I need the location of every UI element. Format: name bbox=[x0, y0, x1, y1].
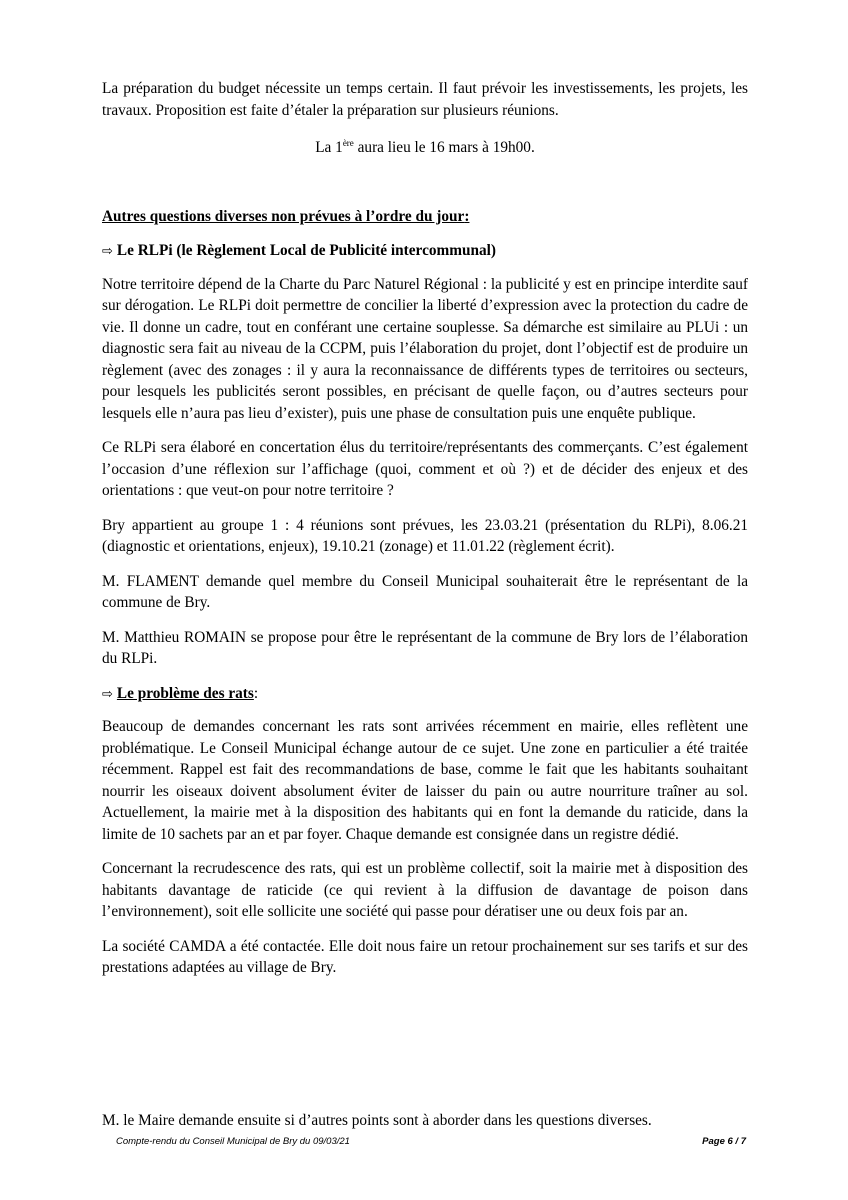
rlpi-paragraph-1: Notre territoire dépend de la Charte du Parc Naturel Régional : la publicité y est en principe interdite sauf sur dérogation. Le RLPi doit permettre de concilier la liberté d’expression avec la protection du cadre de vie. Il donne un cadre, tout en conférant une certaine souplesse. Sa démarche est similaire au PLUi : un diagnostic sera fait au niveau de la CCPM, puis l’élaboration du projet, dont l’objectif est de produire un règlement (avec des zonages : il y aura la reconnaissance de différents types de territoires ou secteurs, pour lesquels les publicités seront possibles, en précisant de quelle façon, ou d’autres secteurs pour lesquels elle n’aura pas lieu d’exister), puis une phase de consultation puis une enquête publique. bbox=[102, 275, 748, 422]
rlpi-paragraph-5: M. Matthieu ROMAIN se propose pour être le représentant de la commune de Bry lors de l’élaboration du RLPi. bbox=[102, 628, 748, 667]
rlpi-title: Le RLPi (le Règlement Local de Publicité intercommunal) bbox=[116, 242, 497, 259]
rats-paragraph-2: Concernant la recrudescence des rats, qui est un problème collectif, soit la mairie met à disposition des habitants davantage de raticide (ce qui revient à la diffusion de davantage de poison dans l’environnement), soit elle sollicite une société qui passe pour dératiser une ou deux fois par an. bbox=[102, 860, 748, 920]
rlpi-paragraph-4: M. FLAMENT demande quel membre du Conseil Municipal souhaiterait être le représentant de la commune de Bry. bbox=[102, 572, 748, 611]
closing-paragraph: M. le Maire demande ensuite si d’autres points sont à aborder dans les questions diverses. bbox=[102, 1112, 652, 1129]
rlpi-paragraph-2: Ce RLPi sera élaboré en concertation élus du territoire/représentants des commerçants. C’est également l’occasion d’une réflexion sur l’affichage (quoi, comment et où ?) et de décider des enjeux et des orientations : que veut-on pour notre territoire ? bbox=[102, 439, 748, 499]
rlpi-heading bbox=[102, 240, 748, 263]
section-heading: Autres questions diverses non prévues à l’ordre du jour: bbox=[102, 207, 470, 225]
footer-page-number: Page 6 / 7 bbox=[702, 1136, 746, 1147]
meeting-ordinal: ère bbox=[342, 138, 354, 148]
budget-paragraph: La préparation du budget nécessite un temps certain. Il faut prévoir les investissements, les projets, les travaux. Proposition est faite d’étaler la préparation sur plusieurs réunions. bbox=[102, 80, 748, 119]
rats-paragraph-3: La société CAMDA a été contactée. Elle doit nous faire un retour prochainement sur ses tarifs et sur des prestations adaptées au village de Bry. bbox=[102, 937, 748, 976]
rats-heading bbox=[102, 683, 748, 706]
arrow-right-icon: ⇨ bbox=[102, 244, 113, 259]
page-footer bbox=[116, 1136, 746, 1147]
rats-paragraph-1: Beaucoup de demandes concernant les rats sont arrivées récemment en mairie, elles reflètent une problématique. Le Conseil Municipal échange autour de ce sujet. Une zone en particulier a été traitée récemment. Rappel est fait des recommandations de base, comme le fait que les habitants souhaitant nourrir les oiseaux doivent absolument éviter de laisser du pain ou autre nourriture traîner au sol. Actuellement, la mairie met à la disposition des habitants qui en font la demande du raticide, dans la limite de 10 sachets par an et par foyer. Chaque demande est consignée dans un registre dédié. bbox=[102, 718, 748, 843]
rlpi-paragraph-3: Bry appartient au groupe 1 : 4 réunions sont prévues, les 23.03.21 (présentation du RLPi), 8.06.21 (diagnostic et orientations, enjeux), 19.10.21 (zonage) et 11.01.22 (règlement écrit). bbox=[102, 516, 748, 555]
meeting-suffix: aura lieu le 16 mars à 19h00. bbox=[353, 139, 535, 156]
meeting-prefix: La 1 bbox=[315, 139, 343, 156]
first-meeting-line bbox=[102, 137, 748, 159]
footer-document-title: Compte-rendu du Conseil Municipal de Bry du 09/03/21 bbox=[116, 1136, 350, 1147]
rats-title-colon: : bbox=[253, 684, 259, 702]
arrow-right-icon: ⇨ bbox=[102, 686, 113, 702]
rats-title: Le problème des rats bbox=[116, 684, 254, 702]
document-body bbox=[102, 78, 748, 992]
